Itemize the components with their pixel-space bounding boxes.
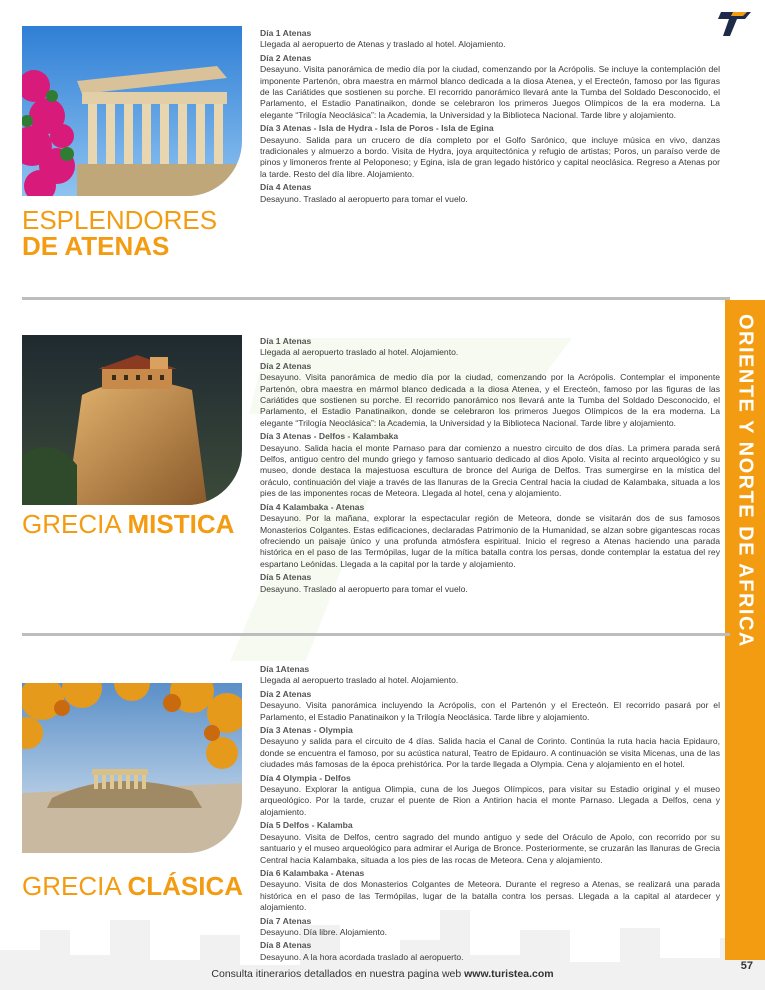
day-text: Desayuno. A la hora acordada traslado al aeropuerto. (260, 951, 464, 962)
page-number: 57 (740, 960, 753, 972)
day-title: Día 6 Kalambaka - Atenas (260, 867, 365, 878)
day-text: Desayuno. Traslado al aeropuerto para tomar el vuelo. (260, 583, 468, 594)
tour-title-bold: CLÁSICA (127, 871, 244, 901)
website-link[interactable]: www.turistea.com (464, 968, 554, 980)
day-title: Día 3 Atenas - Olympia (260, 725, 353, 736)
itinerary-day (260, 820, 720, 866)
itinerary-day (260, 725, 720, 771)
day-text: Llegada al aeropuerto traslado al hotel. Alojamiento. (260, 675, 459, 686)
parthenon-bougainvillea-photo (22, 26, 242, 196)
itinerary (260, 28, 720, 207)
day-title: Día 3 Atenas - Delfos - Kalambaka (260, 431, 399, 442)
day-title: Día 4 Olympia - Delfos (260, 772, 351, 783)
tour-title-bold: MISTICA (127, 509, 235, 539)
section-divider (22, 297, 730, 300)
tour-title-light: GRECIA (22, 871, 121, 901)
tour-title-light: GRECIA (22, 509, 121, 539)
itinerary-day (260, 940, 720, 963)
tour-title (22, 873, 243, 899)
itinerary-day (260, 572, 720, 595)
itinerary-day (260, 773, 720, 819)
itinerary-day (260, 502, 720, 570)
brand-mark-icon (717, 8, 753, 38)
day-text: Desayuno. Visita panorámica de medio día por la ciudad, comenzando por la Acrópolis. Contemplar el imponente Partenón, obra maestra en mármol blanco dedicada a la diosa Atenea, y el Erecteón, famoso por las figuras de las Cariátides que sostienen su porche. El recorrido panorámico nos llevará ante la Tumba del Soldado Desconocido, el Parlamento, el Estadio Panatinaikon, donde se celebraron los primeros Juegos Olímpicos de la era moderna. La elegante “Trilogía Neoclásica”: la Academia, la Universidad y la Biblioteca Nacional. Tarde libre y alojamiento. (260, 372, 720, 428)
footer (0, 968, 765, 980)
itinerary (260, 664, 720, 965)
tour-title-bold: DE ATENAS (22, 231, 170, 261)
day-title: Día 5 Atenas (260, 572, 312, 583)
day-text: Desayuno. Visita panorámica incluyendo la Acrópolis, con el Partenón y el Erecteón. El recorrido pasará por el Parlamento, el Estadio Panatinaikon y la Trilogía Neoclásica. Tarde libre y alojamiento. (260, 700, 720, 722)
itinerary-day (260, 28, 720, 51)
day-text: Desayuno. Por la mañana, explorar la espectacular región de Meteora, donde se visitarán dos de sus famosos Monasterios Colgantes. Estas edificaciones, declaradas Patrimonio de la Humanidad, se alzan sobre gigantescas rocas ofreciendo un paisaje único y una profunda atmósfera espiritual. Inicio el regreso a Atenas haciendo una parada histórica en el paso de las Termópilas, lugar de la mítica batalla contra los persas, donde contemplar la estatua del rey espartano Leónidas. Llegada a la capital por la tarde y alojamiento. (260, 513, 720, 569)
day-text: Desayuno. Visita de Delfos, centro sagrado del mundo antiguo y sede del Oráculo de Apolo, con recorrido por su santuario y el museo arqueológico para admirar el Auriga de Bronce. Posteriormente, se cruzarán las llanuras de Grecia Central hacia Kalambaka, situada a los pies de las rocas de Meteora. Cena y alojamiento. (260, 831, 720, 865)
itinerary-day (260, 689, 720, 723)
itinerary-day (260, 664, 720, 687)
day-text: Desayuno y salida para el circuito de 4 días. Salida hacia el Canal de Corinto. Continúa la ruta hacia hacia Epidauro, donde se encuentra el famoso, por su acústica natural, Teatro de Epidauro. A continuación se visita Micenas, una de las ciudades más famosas de la época prehistórica. Por la tarde llegada a Olympia. Cena y alojamiento en el hotel. (260, 736, 720, 770)
day-text: Llegada al aeropuerto traslado al hotel. Alojamiento. (260, 347, 459, 358)
day-title: Día 4 Kalambaka - Atenas (260, 501, 365, 512)
day-text: Desayuno. Salida hacia el monte Parnaso para dar comienzo a nuestro circuito de dos días. La primera parada será Delfos, antiguo centro del mundo griego y famoso santuario dedicado al dios Apolo. Visita al recinto arqueológico y su museo, donde destaca la majestuosa escultura de bronce del Auriga de Delfos. Tras sumergirse en la mística del oráculo, continuación del viaje a través de las llanuras de la Grecia Central hacia la ciudad de Kalambaka, situada a los pies de las imponentes rocas de Meteora. Llegada al hotel, cena y alojamiento. (260, 442, 720, 499)
itinerary-day (260, 53, 720, 121)
day-title: Día 8 Atenas (260, 940, 312, 951)
day-title: Día 3 Atenas - Isla de Hydra - Isla de Poros - Isla de Egina (260, 123, 494, 134)
region-sidebar-label: ORIENTE Y NORTE DE AFRICA (734, 314, 757, 648)
day-title: Día 5 Delfos - Kalamba (260, 820, 353, 831)
itinerary-day (260, 361, 720, 429)
itinerary-day (260, 868, 720, 914)
day-title: Día 7 Atenas (260, 915, 312, 926)
section-divider (22, 633, 730, 636)
day-title: Día 2 Atenas (260, 688, 312, 699)
day-text: Desayuno. Visita panorámica de medio día por la ciudad, comenzando por la Acrópolis. Se incluye la contemplación del imponente Partenón, obra maestra en mármol blanco dedicada a la diosa Atenea, y el Erecteón, famoso por las figuras de las Cariátides que sostienen su porche. El recorrido panorámico llevará ante la Tumba del Soldado Desconocido, el Parlamento, el Estadio Panatinaikon, donde se celebraron los primeros Juegos Olímpicos de la era moderna. La elegante “Trilogía Neoclásica”: la Academia, la Universidad y la Biblioteca Nacional. Tarde libre y alojamiento. (260, 64, 720, 120)
tour-title-light: ESPLENDORES (22, 205, 218, 235)
day-text: Desayuno. Visita de dos Monasterios Colgantes de Meteora. Durante el regreso a Atenas, se realizará una parada histórica en el paso de las Termópilas, lugar de la batalla contra los persas. Llegada a la capital al atardecer y alojamiento. (260, 879, 720, 913)
day-text: Desayuno. Día libre. Alojamiento. (260, 926, 388, 937)
itinerary-day (260, 336, 720, 359)
itinerary-day (260, 431, 720, 499)
meteora-monastery-photo (22, 335, 242, 505)
tour-title (22, 511, 234, 537)
day-title: Día 2 Atenas (260, 52, 312, 63)
itinerary-day (260, 123, 720, 180)
tour-title (22, 207, 217, 259)
itinerary (260, 336, 720, 597)
day-title: Día 2 Atenas (260, 360, 312, 371)
footer-text: Consulta itinerarios detallados en nuestra pagina web (211, 968, 465, 980)
day-text: Desayuno. Traslado al aeropuerto para tomar el vuelo. (260, 193, 468, 204)
day-text: Desayuno. Salida para un crucero de día completo por el Golfo Sarónico, que incluye música en vivo, danzas tradicionales y almuerzo a bordo. Visita de Hydra, joya arquitectónica y refugio de artistas; Poros, un paraíso verde de pinos y limoneros frente al Peloponeso; y Egina, isla de gran legado histórico y capital neoclásica. Regreso a Atenas por la tarde. Resto del día libre. Alojamiento. (260, 134, 720, 179)
itinerary-day (260, 182, 720, 205)
day-title: Día 4 Atenas (260, 182, 312, 193)
day-title: Día 1Atenas (260, 664, 310, 674)
acropolis-autumn-photo (22, 683, 242, 853)
day-text: Desayuno. Explorar la antigua Olimpia, cuna de los Juegos Olímpicos, para visitar su Estadio original y el museo arqueológico. Por la tarde, cruzar el puente de Rion a Antirion hacia el monte Parnaso. Llegada a Delfos, cena y alojamiento. (260, 784, 720, 817)
itinerary-day (260, 916, 720, 939)
day-title: Día 1 Atenas (260, 28, 312, 38)
day-title: Día 1 Atenas (260, 336, 312, 346)
day-text: Llegada al aeropuerto de Atenas y traslado al hotel. Alojamiento. (260, 39, 506, 50)
